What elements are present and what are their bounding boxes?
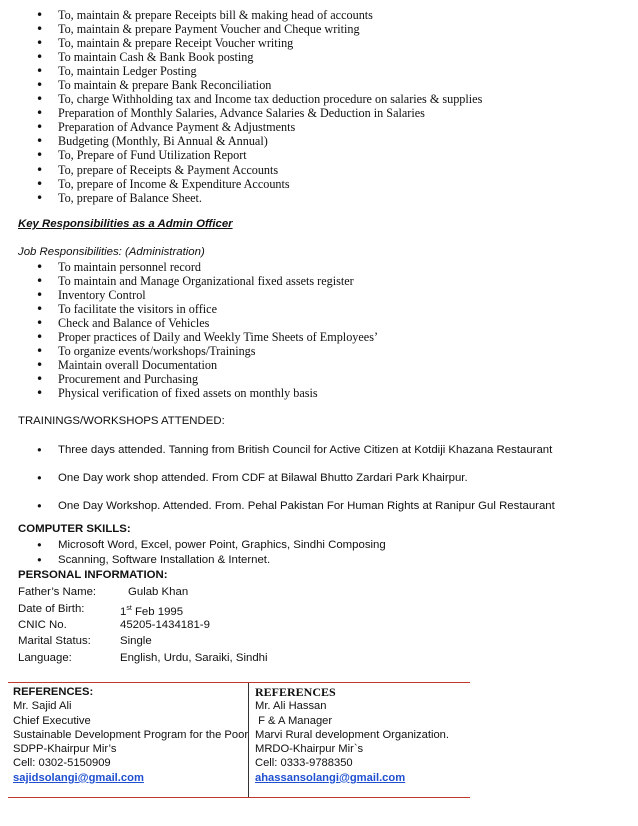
reference-left	[13, 685, 248, 785]
list-item: • One Day work shop attended. From CDF at Bilawal Bhutto Zardari Park Khairpur.	[36, 471, 555, 499]
list-item: • To maintain personnel record	[36, 260, 378, 274]
reference-email-link[interactable]: ahassansolangi@gmail.com	[255, 771, 406, 784]
fathers-name-label: Father’s Name:	[18, 586, 97, 598]
dob-row	[18, 601, 184, 618]
marital-label: Marital Status:	[18, 635, 91, 647]
reference-organization: Marvi Rural development Organization.	[255, 728, 450, 741]
trainings-heading: TRAININGS/WORKSHOPS ATTENDED:	[18, 415, 225, 427]
dob-value: 1st Feb 1995	[120, 605, 184, 618]
reference-right	[255, 685, 449, 785]
language-label: Language:	[18, 652, 72, 664]
reference-cell: Cell: 0302-5150909	[13, 757, 111, 770]
list-item: • Budgeting (Monthly, Bi Annual & Annual)	[36, 134, 482, 148]
computer-skills-heading: COMPUTER SKILLS:	[18, 523, 131, 535]
list-item: • To, prepare of Income & Expenditure Accounts	[36, 177, 482, 191]
reference-title: Chief Executive	[13, 714, 91, 727]
reference-heading: REFERENCES	[255, 685, 336, 699]
fathers-name-value: Gulab Khan	[128, 586, 189, 598]
cnic-value: 45205-1434181-9	[120, 619, 210, 631]
list-item: • To facilitate the visitors in office	[36, 302, 378, 316]
reference-location: MRDO-Khairpur Mir`s	[255, 743, 364, 756]
list-item: • To, maintain & prepare Payment Voucher and Cheque writing	[36, 22, 482, 36]
list-item: • To, maintain & prepare Receipts bill & making head of accounts	[36, 8, 482, 22]
list-item: • To, Prepare of Fund Utilization Report	[36, 148, 482, 162]
list-item: • Procurement and Purchasing	[36, 372, 378, 386]
reference-title: F & A Manager	[255, 714, 333, 727]
list-item: • Microsoft Word, Excel, power Point, Graphics, Sindhi Composing	[36, 538, 386, 553]
admin-subheading: Job Responsibilities: (Administration)	[18, 246, 205, 258]
language-value: English, Urdu, Saraiki, Sindhi	[120, 652, 268, 664]
list-item: • Proper practices of Daily and Weekly Time Sheets of Employees’	[36, 330, 378, 344]
list-item: • To, prepare of Balance Sheet.	[36, 191, 482, 205]
list-item: • Inventory Control	[36, 288, 378, 302]
marital-row	[18, 633, 152, 649]
list-item: • One Day Workshop. Attended. From. Pehal Pakistan For Human Rights at Ranipur Gul Restaurant	[36, 499, 555, 527]
reference-organization: Sustainable Development Program for the Poor	[13, 728, 249, 741]
list-item: • To organize events/workshops/Trainings	[36, 344, 378, 358]
list-item: • Preparation of Advance Payment & Adjustments	[36, 120, 482, 134]
list-item: • Check and Balance of Vehicles	[36, 316, 378, 330]
marital-value: Single	[120, 635, 152, 647]
list-item: • To, prepare of Receipts & Payment Accounts	[36, 163, 482, 177]
reference-name: Mr. Ali Hassan	[255, 700, 327, 713]
admin-section-heading: Key Responsibilities as a Admin Officer	[18, 218, 233, 230]
references-table	[8, 682, 470, 798]
list-item: • To, charge Withholding tax and Income tax deduction procedure on salaries & supplies	[36, 92, 482, 106]
list-item: • To, maintain Ledger Posting	[36, 64, 482, 78]
language-row	[18, 650, 268, 666]
reference-heading: REFERENCES:	[13, 686, 94, 698]
personal-info-heading: PERSONAL INFORMATION:	[18, 569, 168, 581]
fathers-name-row	[18, 584, 189, 600]
accounts-responsibilities-list	[36, 8, 482, 205]
trainings-list	[36, 443, 555, 527]
list-item: • Maintain overall Documentation	[36, 358, 378, 372]
list-item: • Three days attended. Tanning from British Council for Active Citizen at Kotdiji Khazana Restaurant	[36, 443, 555, 471]
reference-email-link[interactable]: sajidsolangi@gmail.com	[13, 771, 144, 784]
computer-skills-list	[36, 538, 386, 568]
list-item: • Scanning, Software Installation & Internet.	[36, 553, 386, 568]
list-item: • To maintain & prepare Bank Reconciliation	[36, 78, 482, 92]
admin-responsibilities-list	[36, 260, 378, 400]
cnic-label: CNIC No.	[18, 619, 67, 631]
list-item: • Physical verification of fixed assets on monthly basis	[36, 386, 378, 400]
list-item: • Preparation of Monthly Salaries, Advance Salaries & Deduction in Salaries	[36, 106, 482, 120]
column-divider	[248, 683, 249, 797]
dob-label: Date of Birth:	[18, 603, 85, 615]
list-item: • To maintain Cash & Bank Book posting	[36, 50, 482, 64]
list-item: • To, maintain & prepare Receipt Voucher writing	[36, 36, 482, 50]
reference-cell: Cell: 0333-9788350	[255, 757, 353, 770]
reference-name: Mr. Sajid Ali	[13, 700, 72, 713]
reference-location: SDPP-Khairpur Mir’s	[13, 743, 117, 756]
list-item: • To maintain and Manage Organizational fixed assets register	[36, 274, 378, 288]
cnic-row	[18, 617, 210, 633]
